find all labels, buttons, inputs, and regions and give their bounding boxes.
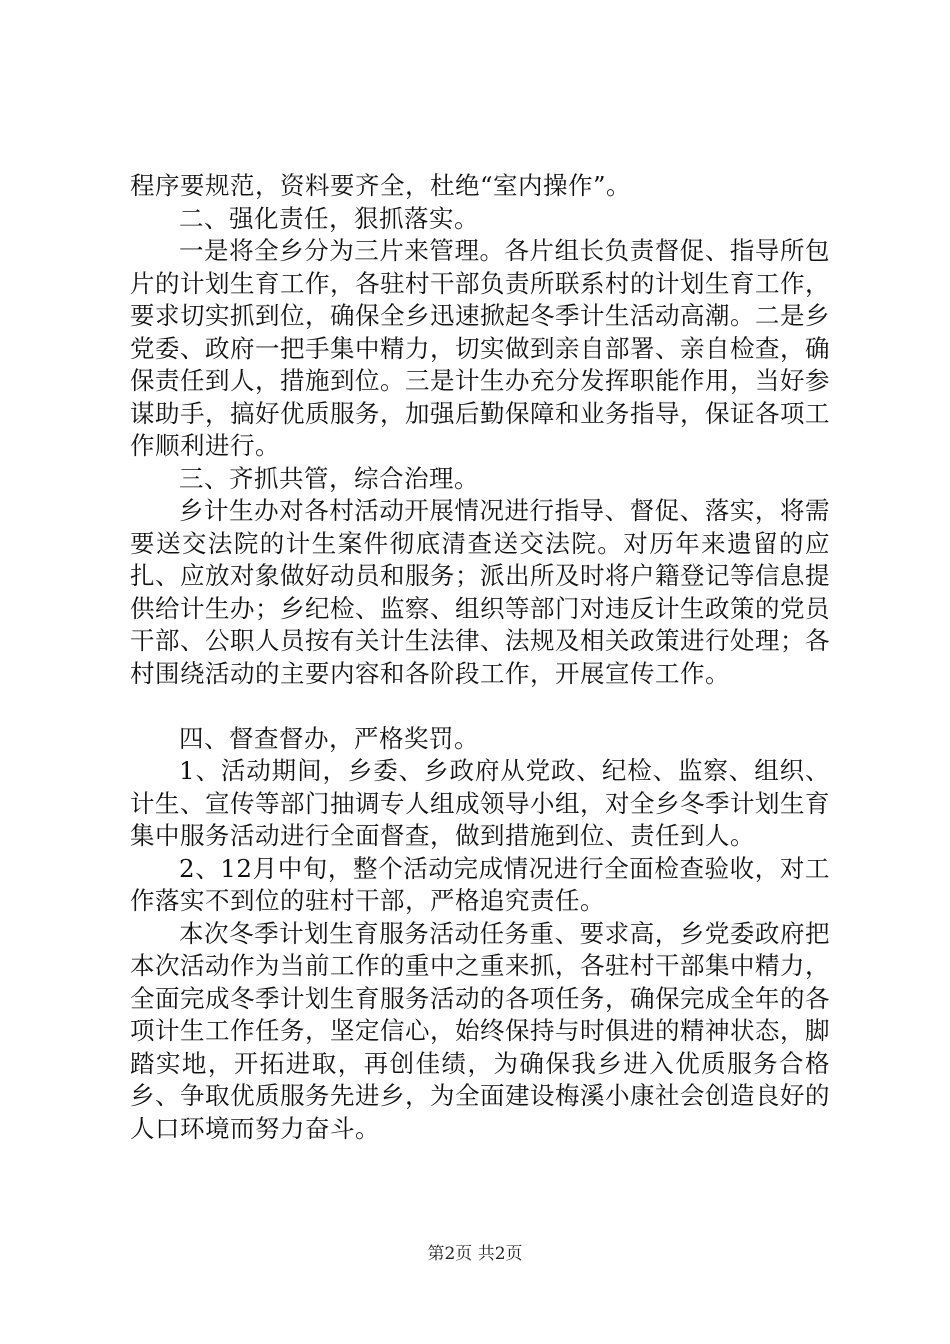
paragraph-item-1: 1、活动期间，乡委、乡政府从党政、纪检、监察、组织、计生、宣传等部门抽调专人组成领导小组，对全乡冬季计划生育集中服务活动进行全面督查，做到措施到位、责任到人。 [130, 756, 830, 850]
paragraph-conclusion: 本次冬季计划生育服务活动任务重、要求高，乡党委政府把本次活动作为当前工作的重中之重来抓，各驻村干部集中精力，全面完成冬季计划生育服务活动的各项任务，确保完成全年的各项计生工作任务，坚定信心，始终保持与时俱进的精神状态，脚踏实地，开拓进取，再创佳绩，为确保我乡进入优质服务合格乡、争取优质服务先进乡，为全面建设梅溪小康社会创造良好的人口环境而努力奋斗。 [130, 918, 830, 1143]
paragraph-joint-management: 乡计生办对各村活动开展情况进行指导、督促、落实，将需要送交法院的计生案件彻底清查送交法院。对历年来遗留的应扎、应放对象做好动员和服务；派出所及时将户籍登记等信息提供给计生办；乡纪检、监察、组织等部门对违反计生政策的党员干部、公职人员按有关计生法律、法规及相关政策进行处理；各村围绕活动的主要内容和各阶段工作，开展宣传工作。 [130, 496, 830, 688]
paragraph-item-2: 2、12月中旬，整个活动完成情况进行全面检查验收，对工作落实不到位的驻村干部，严格追究责任。 [130, 853, 830, 915]
section-heading-3: 三、齐抓共管，综合治理。 [179, 463, 479, 493]
section-heading-2: 二、强化责任，狠抓落实。 [179, 203, 479, 233]
page-footer: 第2页 共2页 [427, 1244, 523, 1264]
paragraph-responsibility: 一是将全乡分为三片来管理。各片组长负责督促、指导所包片的计划生育工作，各驻村干部负责所联系村的计划生育工作，要求切实抓到位，确保全乡迅速掀起冬季计生活动高潮。二是乡党委、政府一把手集中精力，切实做到亲自部署、亲自检查，确保责任到人，措施到位。三是计生办充分发挥职能作用，当好参谋助手，搞好优质服务，加强后勤保障和业务指导，保证各项工作顺利进行。 [130, 236, 830, 460]
section-heading-4: 四、督查督办，严格奖罚。 [179, 723, 479, 753]
paragraph-continuation: 程序要规范，资料要齐全，杜绝“室内操作”。 [130, 171, 632, 200]
document-body [130, 170, 830, 1145]
